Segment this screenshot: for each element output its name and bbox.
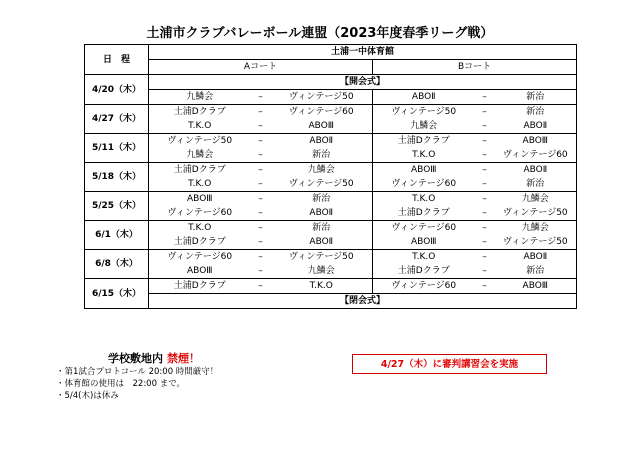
court-a-team-2: ABOⅡ <box>271 235 373 250</box>
match-row <box>85 264 577 279</box>
court-a-team-1: 九鱗会 <box>149 148 251 163</box>
court-b-team-1: ヴィンテージ60 <box>373 221 475 236</box>
court-b-separator: – <box>475 206 495 221</box>
court-a-team-1: T.K.O <box>149 119 251 134</box>
court-b-team-1: ヴィンテージ60 <box>373 177 475 192</box>
court-b-team-2: 九鱗会 <box>495 192 577 207</box>
match-row <box>85 177 577 192</box>
court-b-team-1: T.K.O <box>373 192 475 207</box>
match-row <box>85 134 577 149</box>
match-row <box>85 163 577 178</box>
court-b-team-1: ABOⅢ <box>373 163 475 178</box>
court-b-team-2: 新治 <box>495 90 577 105</box>
match-row <box>85 206 577 221</box>
court-a-separator: – <box>251 206 271 221</box>
court-b-separator: – <box>475 105 495 120</box>
court-b-team-2: ABOⅡ <box>495 163 577 178</box>
match-row <box>85 192 577 207</box>
court-b-team-2: ABOⅡ <box>495 250 577 265</box>
court-a-team-2: ヴィンテージ50 <box>271 250 373 265</box>
court-b-separator: – <box>475 134 495 149</box>
court-b-team-2: ABOⅢ <box>495 279 577 294</box>
court-b-team-2: 九鱗会 <box>495 221 577 236</box>
court-b-team-1: ABOⅢ <box>373 235 475 250</box>
court-a-team-2: 九鱗会 <box>271 163 373 178</box>
match-row <box>85 119 577 134</box>
match-row <box>85 250 577 265</box>
match-row <box>85 235 577 250</box>
referee-course-notice: 4/27（木）に審判講習会を実施 <box>352 354 547 374</box>
court-b-team-2: ABOⅢ <box>495 134 577 149</box>
court-a-team-2: 新治 <box>271 192 373 207</box>
court-b-team-1: 土浦Dクラブ <box>373 264 475 279</box>
court-a-team-2: 新治 <box>271 148 373 163</box>
court-a-separator: – <box>251 90 271 105</box>
court-a-team-2: ヴィンテージ50 <box>271 177 373 192</box>
court-a-team-2: ABOⅢ <box>271 119 373 134</box>
court-b-team-2: 新治 <box>495 264 577 279</box>
match-row <box>85 279 577 294</box>
court-a-header: Aコート <box>149 60 373 75</box>
court-a-team-1: 土浦Dクラブ <box>149 163 251 178</box>
court-b-team-1: ABOⅡ <box>373 90 475 105</box>
court-a-separator: – <box>251 279 271 294</box>
court-a-separator: – <box>251 134 271 149</box>
court-a-team-1: 土浦Dクラブ <box>149 105 251 120</box>
court-a-separator: – <box>251 119 271 134</box>
date-column-header: 日 程 <box>85 45 149 75</box>
court-b-separator: – <box>475 221 495 236</box>
court-b-team-2: ヴィンテージ50 <box>495 206 577 221</box>
court-a-team-1: ヴィンテージ60 <box>149 206 251 221</box>
court-b-separator: – <box>475 119 495 134</box>
note-item: ・体育館の使用は 22:00 まで。 <box>56 379 186 389</box>
court-a-separator: – <box>251 105 271 120</box>
court-b-team-1: 土浦Dクラブ <box>373 134 475 149</box>
note-item: ・第1試合プロトコール 20:00 時間厳守！ <box>56 367 219 377</box>
court-a-separator: – <box>251 264 271 279</box>
note-item: ・5/4(木)は休み <box>56 391 119 401</box>
smoking-label: 学校敷地内 <box>108 352 163 365</box>
court-b-separator: – <box>475 235 495 250</box>
court-a-separator: – <box>251 250 271 265</box>
page-title: 土浦市クラブバレーボール連盟（2023年度春季リーグ戦） <box>146 26 494 41</box>
smoking-notice <box>108 350 200 366</box>
court-a-separator: – <box>251 235 271 250</box>
court-b-header: Bコート <box>373 60 577 75</box>
court-a-separator: – <box>251 163 271 178</box>
schedule-table <box>84 44 577 309</box>
opening-ceremony: 【開会式】 <box>149 75 577 90</box>
court-b-separator: – <box>475 177 495 192</box>
match-row <box>85 148 577 163</box>
court-b-team-2: ABOⅡ <box>495 119 577 134</box>
court-a-team-2: ヴィンテージ50 <box>271 90 373 105</box>
venue-header: 土浦一中体育館 <box>149 45 577 60</box>
court-a-team-2: ヴィンテージ60 <box>271 105 373 120</box>
notes-list <box>56 366 218 402</box>
court-b-separator: – <box>475 163 495 178</box>
round-date: 6/15（木） <box>85 279 149 309</box>
court-b-separator: – <box>475 250 495 265</box>
court-b-team-2: ヴィンテージ60 <box>495 148 577 163</box>
match-row <box>85 221 577 236</box>
court-a-team-1: ヴィンテージ50 <box>149 134 251 149</box>
round-date: 6/1（木） <box>85 221 149 250</box>
court-a-team-1: 土浦Dクラブ <box>149 279 251 294</box>
court-a-team-1: ヴィンテージ60 <box>149 250 251 265</box>
court-a-separator: – <box>251 221 271 236</box>
court-a-team-1: ABOⅢ <box>149 264 251 279</box>
court-b-team-1: ヴィンテージ60 <box>373 279 475 294</box>
court-b-team-1: T.K.O <box>373 250 475 265</box>
round-date: 5/18（木） <box>85 163 149 192</box>
match-row <box>85 90 577 105</box>
match-row <box>85 105 577 120</box>
court-a-team-1: ABOⅢ <box>149 192 251 207</box>
court-b-separator: – <box>475 148 495 163</box>
court-a-team-1: 土浦Dクラブ <box>149 235 251 250</box>
court-b-separator: – <box>475 90 495 105</box>
court-b-team-2: 新治 <box>495 177 577 192</box>
court-b-team-2: 新治 <box>495 105 577 120</box>
court-a-team-2: ABOⅡ <box>271 206 373 221</box>
court-b-team-1: ヴィンテージ50 <box>373 105 475 120</box>
court-b-separator: – <box>475 264 495 279</box>
court-b-separator: – <box>475 192 495 207</box>
court-b-team-1: 九鱗会 <box>373 119 475 134</box>
round-date: 4/27（木） <box>85 105 149 134</box>
round-date: 6/8（木） <box>85 250 149 279</box>
round-date: 5/11（木） <box>85 134 149 163</box>
court-a-team-1: T.K.O <box>149 177 251 192</box>
court-a-team-2: ABOⅡ <box>271 134 373 149</box>
round-date: 5/25（木） <box>85 192 149 221</box>
round-date: 4/20（木） <box>85 75 149 105</box>
court-a-separator: – <box>251 148 271 163</box>
court-a-team-2: 九鱗会 <box>271 264 373 279</box>
court-a-separator: – <box>251 177 271 192</box>
court-a-team-2: 新治 <box>271 221 373 236</box>
court-b-team-1: T.K.O <box>373 148 475 163</box>
court-a-team-1: T.K.O <box>149 221 251 236</box>
court-a-separator: – <box>251 192 271 207</box>
closing-ceremony: 【閉会式】 <box>149 294 577 309</box>
court-a-team-2: T.K.O <box>271 279 373 294</box>
court-a-team-1: 九鱗会 <box>149 90 251 105</box>
court-b-separator: – <box>475 279 495 294</box>
smoking-warning: 禁煙！ <box>167 352 200 365</box>
court-b-team-1: 土浦Dクラブ <box>373 206 475 221</box>
court-b-team-2: ヴィンテージ50 <box>495 235 577 250</box>
